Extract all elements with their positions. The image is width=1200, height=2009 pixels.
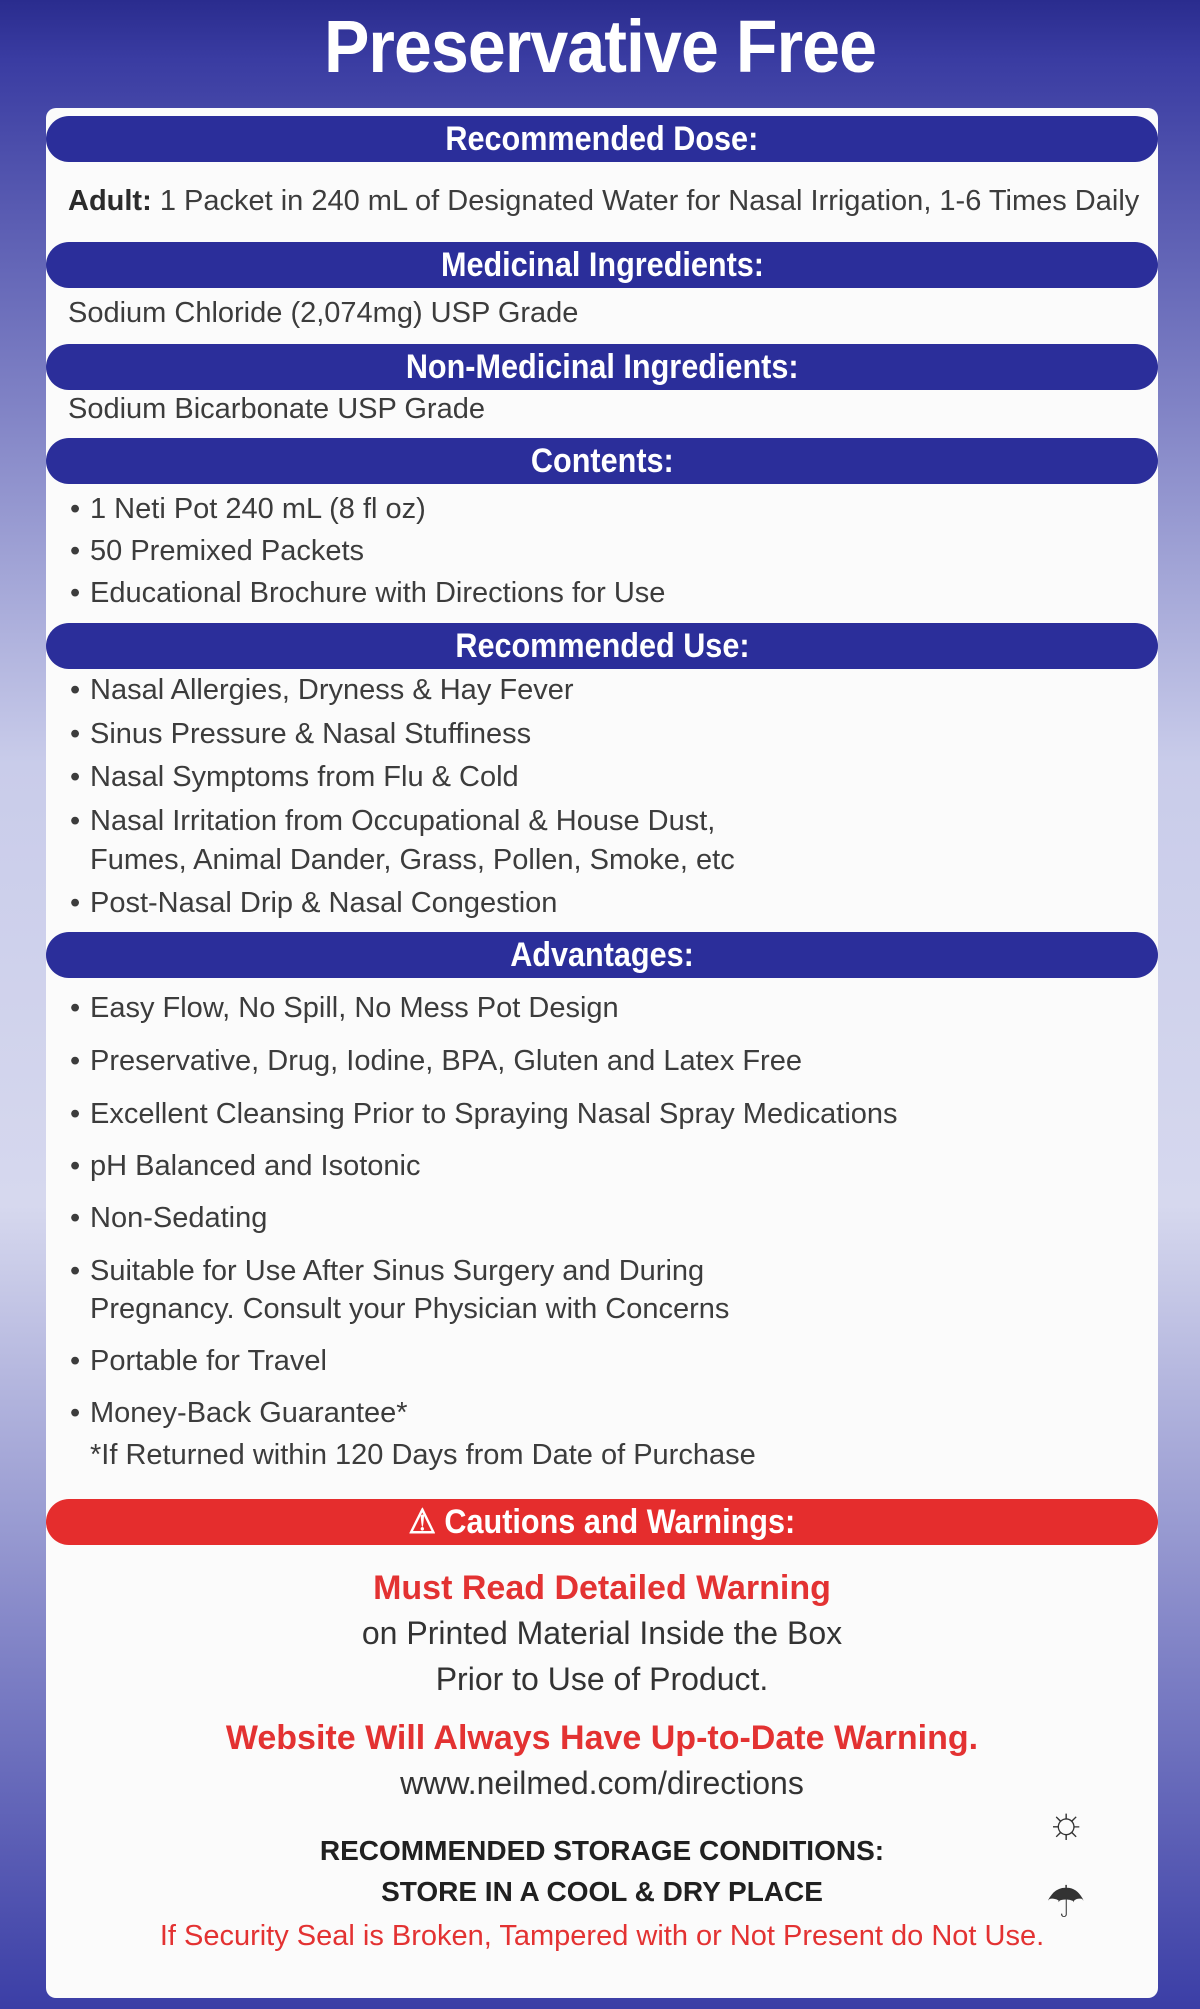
use-item: • Nasal Symptoms from Flu & Cold <box>70 761 519 793</box>
non-medicinal-text: Sodium Bicarbonate USP Grade <box>68 393 485 425</box>
dose-heading-bar <box>46 116 1158 162</box>
use-heading: Recommended Use: <box>454 627 750 665</box>
advantage-item: • Money-Back Guarantee* <box>70 1397 408 1429</box>
dose-heading: Recommended Dose: <box>445 120 759 158</box>
info-panel <box>46 108 1158 1998</box>
use-item: • Sinus Pressure & Nasal Stuffiness <box>70 718 532 750</box>
advantage-item-continued: Pregnancy. Consult your Physician with Concerns <box>90 1293 730 1325</box>
non-medicinal-heading: Non-Medicinal Ingredients: <box>405 348 799 386</box>
use-item: • Nasal Allergies, Dryness & Hay Fever <box>70 674 574 706</box>
advantages-heading: Advantages: <box>510 936 694 974</box>
advantage-item: • pH Balanced and Isotonic <box>70 1150 421 1182</box>
website-warning: Website Will Always Have Up-to-Date Warning. <box>225 1719 979 1757</box>
dose-line <box>68 183 1139 219</box>
directions-url: www.neilmed.com/directions <box>400 1765 804 1801</box>
contents-heading: Contents: <box>530 442 674 480</box>
non-medicinal-heading-bar <box>46 344 1158 390</box>
advantage-item: • Preservative, Drug, Iodine, BPA, Gluten and Latex Free <box>70 1045 802 1077</box>
umbrella-icon: ☂ <box>1046 1878 1086 1927</box>
must-read-warning: Must Read Detailed Warning <box>373 1569 831 1607</box>
contents-item: • Educational Brochure with Directions for Use <box>70 577 666 609</box>
security-seal-notice: If Security Seal is Broken, Tampered with or Not Present do Not Use. <box>159 1920 1045 1952</box>
use-item: • Post-Nasal Drip & Nasal Congestion <box>70 887 558 919</box>
advantage-item: • Portable for Travel <box>70 1345 327 1377</box>
advantage-item: • Excellent Cleansing Prior to Spraying Nasal Spray Medications <box>70 1098 898 1130</box>
storage-instruction: STORE IN A COOL & DRY PLACE <box>381 1876 823 1907</box>
warnings-heading: ⚠ Cautions and Warnings: <box>408 1503 796 1541</box>
advantage-item: • Easy Flow, No Spill, No Mess Pot Design <box>70 992 619 1024</box>
storage-conditions: RECOMMENDED STORAGE CONDITIONS: <box>319 1835 885 1866</box>
medicinal-text: Sodium Chloride (2,074mg) USP Grade <box>68 297 579 329</box>
contents-item: • 1 Neti Pot 240 mL (8 fl oz) <box>70 493 426 525</box>
dose-text: 1 Packet in 240 mL of Designated Water for Nasal Irrigation, 1-6 Times Daily <box>159 185 1140 217</box>
advantage-item: • Suitable for Use After Sinus Surgery and During <box>70 1255 705 1287</box>
use-heading-bar <box>46 623 1158 669</box>
contents-item: • 50 Premixed Packets <box>70 535 365 567</box>
medicinal-heading-bar <box>46 242 1158 288</box>
use-item-continued: Fumes, Animal Dander, Grass, Pollen, Smoke, etc <box>90 844 735 876</box>
advantages-heading-bar <box>46 932 1158 978</box>
sun-icon: ☼ <box>1046 1798 1087 1847</box>
warning-line-3: Prior to Use of Product. <box>435 1661 769 1697</box>
contents-heading-bar <box>46 438 1158 484</box>
warnings-heading-bar <box>46 1499 1158 1545</box>
use-item: • Nasal Irritation from Occupational & House Dust, <box>70 805 716 837</box>
advantage-item: • Non-Sedating <box>70 1202 268 1234</box>
medicinal-heading: Medicinal Ingredients: <box>440 246 764 284</box>
advantage-footnote: *If Returned within 120 Days from Date of Purchase <box>90 1439 756 1471</box>
warning-line-2: on Printed Material Inside the Box <box>361 1615 843 1651</box>
dose-label: Adult: <box>68 185 152 217</box>
page-title: Preservative Free <box>323 5 877 88</box>
